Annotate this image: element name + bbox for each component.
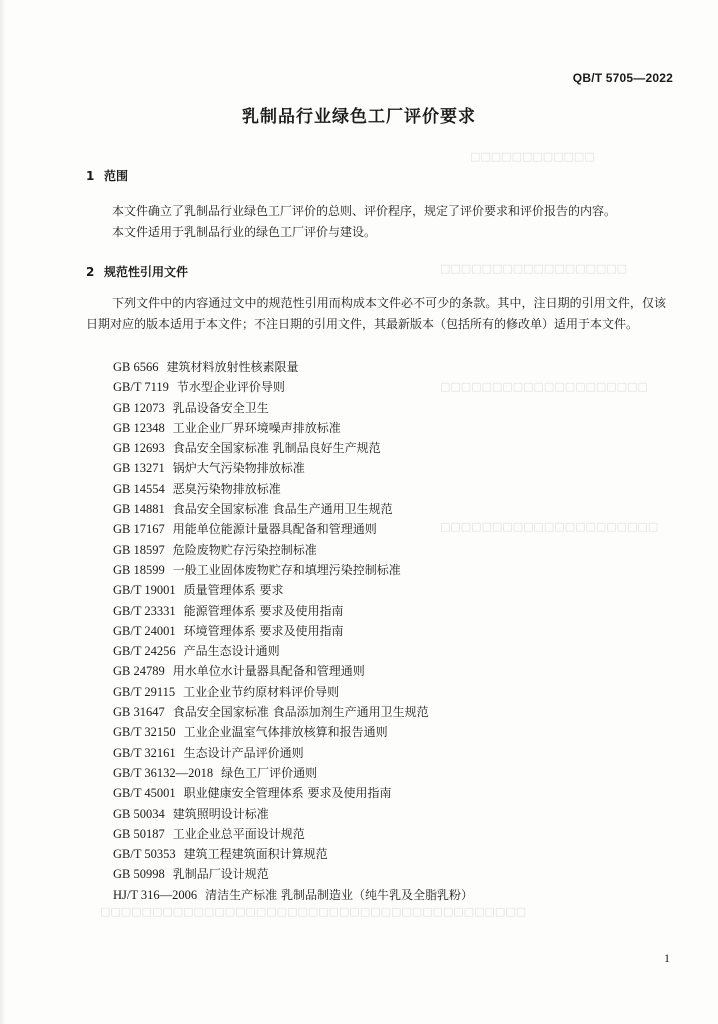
reference-item — [113, 418, 473, 438]
reference-code: GB 31647 — [113, 705, 165, 720]
reference-title: 建筑照明设计标准 — [172, 806, 269, 821]
reference-title: 绿色工厂评价通则 — [221, 765, 318, 780]
reference-item — [113, 804, 473, 824]
reference-title: 用能单位能源计量器具配备和管理通则 — [172, 522, 377, 537]
page-number: 1 — [664, 951, 670, 965]
reference-item — [113, 357, 473, 377]
reference-code: GB/T 36132—2018 — [113, 765, 214, 780]
normative-refs-intro: 下列文件中的内容通过文中的规范性引用而构成本文件必不可少的条款。其中，注日期的引用文件，仅该日期对应的版本适用于本文件；不注日期的引用文件，其最新版本（包括所有的修改单）适用于本文件。 — [86, 296, 666, 331]
section-number: 1 — [86, 169, 95, 183]
reference-code: GB/T 50353 — [113, 847, 176, 862]
reference-title: 环境管理体系 要求及使用指南 — [183, 623, 344, 638]
reference-item — [113, 641, 473, 661]
reference-item — [113, 661, 473, 681]
reference-item — [113, 824, 473, 844]
reference-code: GB/T 7119 — [113, 380, 169, 395]
reference-title: 清洁生产标准 乳制品制造业（纯牛乳及全脂乳粉） — [205, 887, 473, 902]
reference-code: GB/T 29115 — [113, 684, 176, 699]
reference-item — [113, 682, 473, 702]
section-heading-normative-refs — [86, 263, 188, 280]
reference-title: 用水单位水计量器具配备和管理通则 — [172, 664, 365, 679]
reference-item — [113, 540, 473, 560]
reference-item — [113, 743, 473, 763]
reference-code: GB 50187 — [113, 826, 165, 841]
reference-title: 生态设计产品评价通则 — [183, 745, 304, 760]
reference-title: 产品生态设计通则 — [183, 644, 280, 659]
reference-item — [113, 479, 473, 499]
document-title: 乳制品行业绿色工厂评价要求 — [242, 107, 476, 127]
reference-title: 工业企业总平面设计规范 — [172, 826, 305, 841]
reference-title: 乳制品厂设计规范 — [172, 867, 269, 882]
reference-code: GB 12348 — [113, 420, 165, 435]
reference-title: 锅炉大气污染物排放标准 — [172, 461, 305, 476]
reference-code: GB 13271 — [113, 461, 165, 476]
show-through-artifact: □□□□□□□□□□□□□□□□□□□□□□□□□□□□□□□□□□□□□□□□□ — [100, 905, 527, 918]
reference-code: GB 18599 — [113, 562, 165, 577]
reference-code: GB/T 32161 — [113, 745, 176, 760]
reference-item — [113, 702, 473, 722]
reference-title: 建筑工程建筑面积计算规范 — [183, 847, 328, 862]
reference-item — [113, 499, 473, 519]
reference-code: GB/T 45001 — [113, 786, 176, 801]
reference-title: 危险废物贮存污染控制标准 — [172, 542, 317, 557]
show-through-artifact: □□□□□□□□□□□□□□□□□□□□ — [440, 380, 648, 393]
reference-item — [113, 377, 473, 397]
reference-code: GB/T 24001 — [113, 623, 176, 638]
section-title: 范围 — [104, 169, 129, 183]
reference-item — [113, 621, 473, 641]
reference-item — [113, 844, 473, 864]
reference-title: 工业企业节约原材料评价导则 — [183, 684, 340, 699]
reference-item — [113, 519, 473, 539]
scope-paragraph-1: 本文件确立了乳制品行业绿色工厂评价的总则、评价程序，规定了评价要求和评价报告的内容。 — [112, 204, 617, 218]
reference-code: GB/T 24256 — [113, 644, 176, 659]
reference-code: GB 14554 — [113, 481, 165, 496]
reference-item — [113, 438, 473, 458]
reference-title: 质量管理体系 要求 — [183, 583, 284, 598]
reference-title: 职业健康安全管理体系 要求及使用指南 — [183, 786, 392, 801]
show-through-artifact: □□□□□□□□□□□□□□□□□□ — [440, 262, 628, 275]
document-code: QB/T 5705—2022 — [572, 71, 673, 85]
reference-code: GB 50998 — [113, 867, 165, 882]
reference-item — [113, 580, 473, 600]
reference-code: GB 14881 — [113, 502, 165, 517]
reference-code: GB/T 23331 — [113, 603, 176, 618]
scan-edge-left — [0, 0, 6, 1024]
section-heading-scope — [86, 167, 128, 184]
reference-title: 恶臭污染物排放标准 — [172, 481, 281, 496]
reference-item — [113, 885, 473, 905]
reference-code: GB/T 19001 — [113, 583, 176, 598]
reference-title: 乳品设备安全卫生 — [172, 400, 269, 415]
reference-code: GB 17167 — [113, 522, 165, 537]
reference-item — [113, 763, 473, 783]
reference-title: 建筑材料放射性核素限量 — [166, 360, 299, 374]
reference-code: GB/T 32150 — [113, 725, 176, 740]
reference-code: GB 12693 — [113, 441, 165, 456]
reference-item — [113, 398, 473, 418]
reference-title: 食品安全国家标准 食品添加剂生产通用卫生规范 — [172, 705, 429, 720]
reference-item — [113, 458, 473, 478]
reference-code: GB 18597 — [113, 542, 165, 557]
reference-item — [113, 601, 473, 621]
reference-code: GB 24789 — [113, 664, 165, 679]
reference-item — [113, 783, 473, 803]
reference-item — [113, 560, 473, 580]
reference-code: GB 50034 — [113, 806, 165, 821]
reference-list — [113, 357, 473, 905]
show-through-artifact: □□□□□□□□□□□□□□□□□□□□□ — [440, 520, 659, 533]
reference-title: 一般工业固体废物贮存和填埋污染控制标准 — [172, 562, 401, 577]
section-number: 2 — [86, 265, 95, 279]
reference-item — [113, 864, 473, 884]
reference-title: 工业企业温室气体排放核算和报告通则 — [183, 725, 388, 740]
reference-title: 食品安全国家标准 乳制品良好生产规范 — [172, 441, 381, 456]
reference-code: HJ/T 316—2006 — [113, 887, 198, 902]
section-title: 规范性引用文件 — [104, 265, 189, 279]
show-through-artifact: □□□□□□□□□□□□ — [470, 150, 595, 163]
reference-title: 节水型企业评价导则 — [176, 380, 285, 395]
reference-title: 食品安全国家标准 食品生产通用卫生规范 — [172, 502, 393, 517]
reference-code: GB 6566 — [113, 360, 159, 374]
reference-code: GB 12073 — [113, 400, 165, 415]
scope-paragraph-2: 本文件适用于乳制品行业的绿色工厂评价与建设。 — [112, 225, 377, 239]
reference-title: 能源管理体系 要求及使用指南 — [183, 603, 344, 618]
reference-title: 工业企业厂界环境噪声排放标准 — [172, 420, 341, 435]
reference-item — [113, 722, 473, 742]
